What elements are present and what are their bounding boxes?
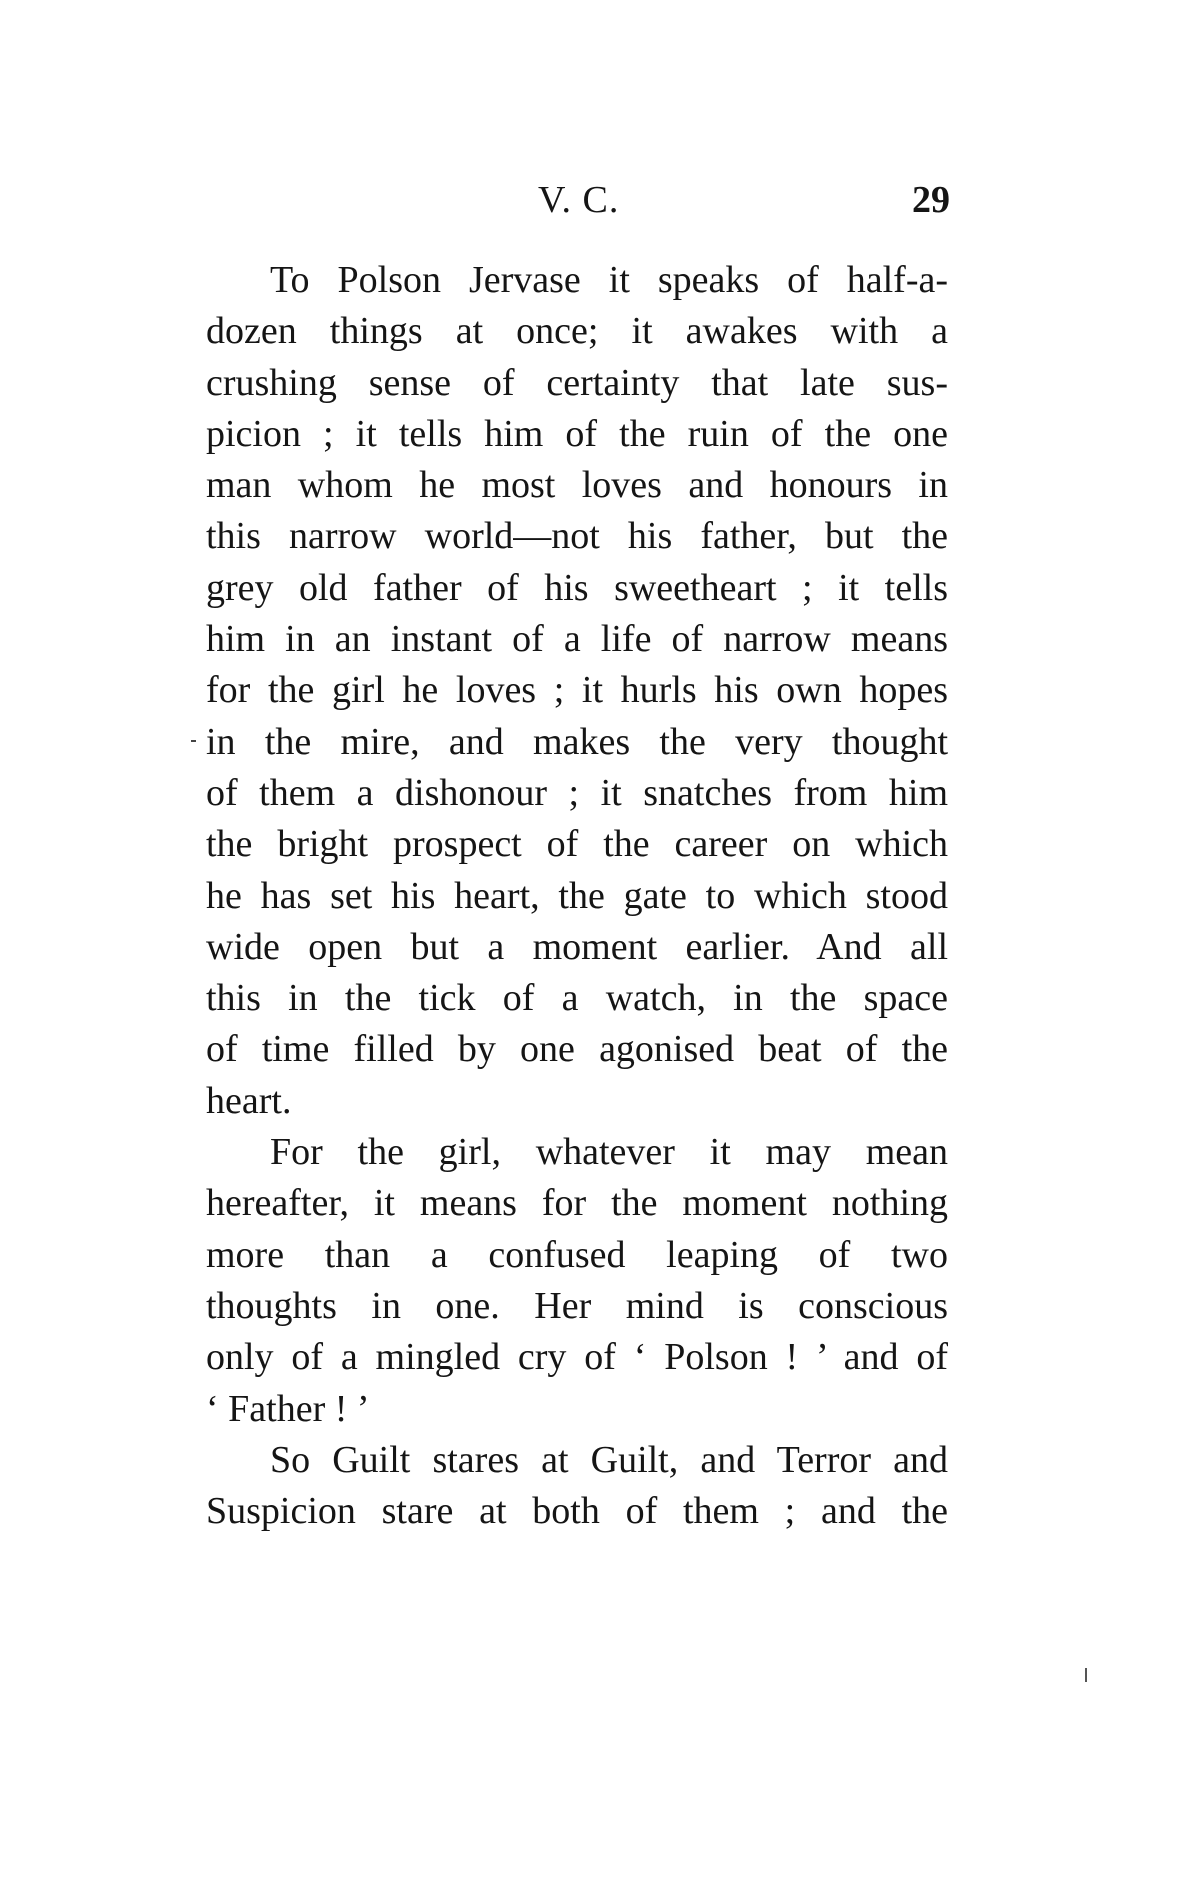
text-line: this in the tick of a watch, in the space — [206, 977, 948, 1020]
text-line: this narrow world—not his father, but the — [206, 515, 948, 558]
text-line: ‘ Father ! ’ — [206, 1387, 370, 1430]
paragraph-1 — [206, 255, 948, 1127]
text-line: of them a dishonour ; it snatches from him — [206, 771, 948, 814]
paragraph-3 — [206, 1435, 948, 1538]
text-line: hereafter, it means for the moment nothing — [206, 1182, 948, 1225]
text-line: grey old father of his sweetheart ; it tells — [206, 566, 948, 609]
text-line: him in an instant of a life of narrow means — [206, 618, 948, 661]
text-line: dozen things at once; it awakes with a — [206, 310, 948, 353]
text-line: crushing sense of certainty that late sus- — [206, 361, 948, 404]
text-line: the bright prospect of the career on which — [206, 823, 948, 866]
text-line: heart. — [206, 1079, 292, 1122]
text-line: only of a mingled cry of ‘ Polson ! ’ and of — [206, 1336, 948, 1379]
body-text — [206, 255, 948, 1537]
text-line: man whom he most loves and honours in — [206, 464, 948, 507]
margin-mark — [191, 740, 196, 742]
text-line: For the girl, whatever it may mean — [270, 1131, 948, 1174]
text-line: To Polson Jervase it speaks of half-a- — [270, 259, 948, 301]
text-line: for the girl he loves ; it hurls his own hopes — [206, 669, 948, 712]
text-line: thoughts in one. Her mind is conscious — [206, 1284, 948, 1327]
text-line: picion ; it tells him of the ruin of the one — [206, 412, 948, 455]
running-title: V. C. — [538, 179, 620, 221]
text-line: he has set his heart, the gate to which stood — [206, 874, 948, 917]
text-line: in the mire, and makes the very thought — [206, 720, 948, 763]
running-head — [0, 178, 1184, 228]
stray-mark — [1085, 1668, 1087, 1682]
text-line: So Guilt stares at Guilt, and Terror and — [270, 1438, 948, 1481]
text-line: Suspicion stare at both of them ; and the — [206, 1490, 948, 1533]
page-number: 29 — [912, 179, 950, 221]
text-line: wide open but a moment earlier. And all — [206, 925, 948, 968]
text-line: of time filled by one agonised beat of the — [206, 1028, 948, 1071]
text-line: more than a confused leaping of two — [206, 1233, 948, 1276]
paragraph-2 — [206, 1127, 948, 1435]
